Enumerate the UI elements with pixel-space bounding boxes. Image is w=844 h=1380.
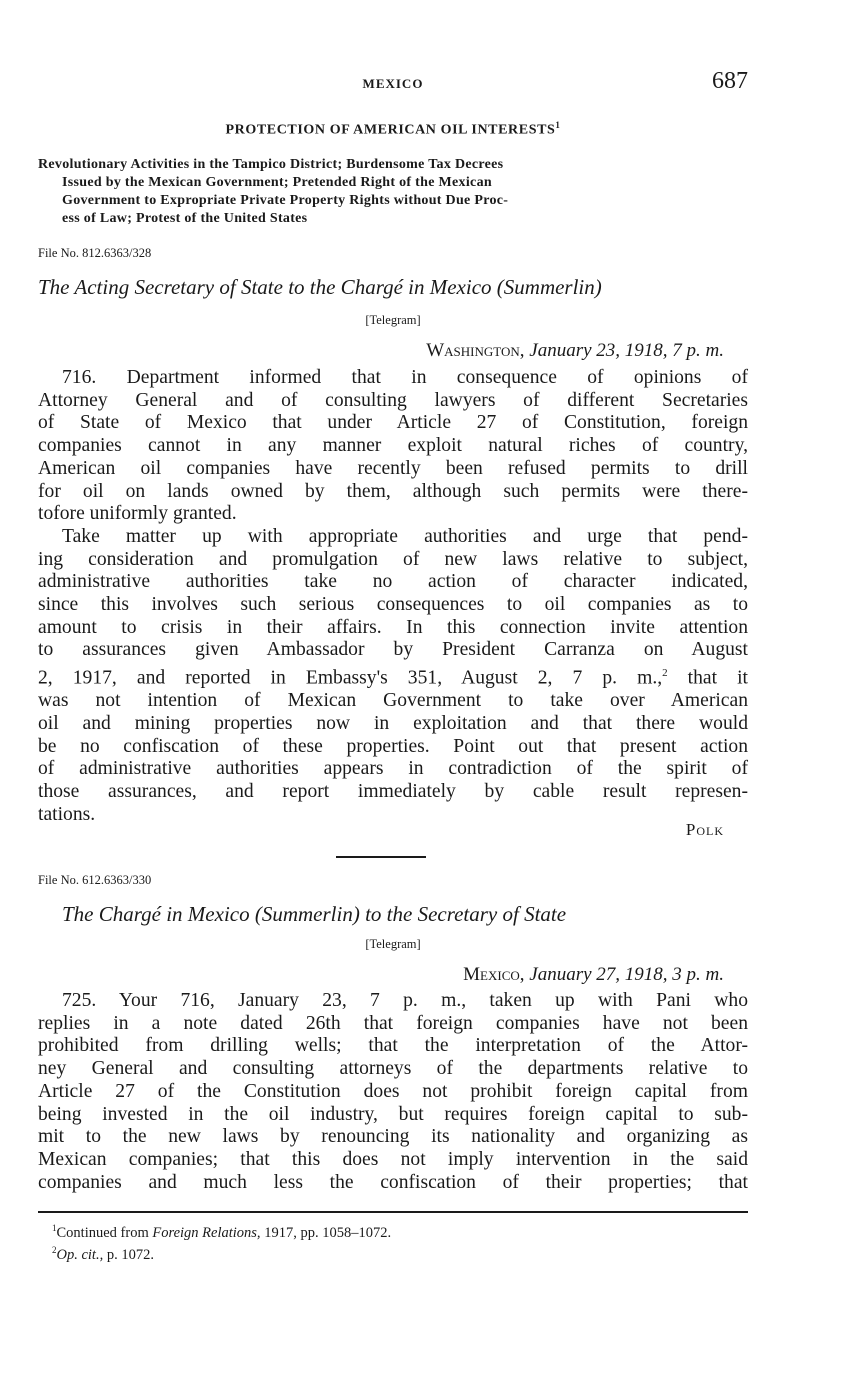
signature: Polk (685, 820, 724, 839)
body-line: American oil companies have recently been refused permits to drill (38, 457, 748, 479)
subtitle-line: Issued by the Mexican Government; Pretended Right of the Mexican (62, 175, 492, 190)
telegram-body (38, 367, 748, 827)
body-line: Attorney General and of consulting lawyers of different Secretaries (38, 389, 748, 411)
body-line: amount to crisis in their affairs. In this connection invite attention (38, 616, 748, 638)
body-line (38, 662, 748, 690)
footnote-rule (38, 1211, 748, 1213)
footnote-source: Foreign Relations, (152, 1224, 261, 1241)
body-line: those assurances, and report immediately by cable result represen- (38, 781, 748, 803)
body-line: mit to the new laws by renouncing its nationality and organizing as (38, 1126, 748, 1148)
document-title: The Acting Secretary of State to the Chargé in Mexico (Summerlin) (38, 275, 602, 299)
footnote-ref-2: 2 (662, 667, 668, 680)
dateline (426, 340, 724, 362)
body-line: Mexican companies; that this does not imply intervention in the said (38, 1148, 748, 1170)
page-number: 687 (712, 68, 748, 94)
dateline (463, 964, 724, 986)
subtitle-line: Revolutionary Activities in the Tampico District; Burdensome Tax Decrees (38, 157, 504, 172)
footnote-ref-1: 1 (555, 120, 561, 130)
section-subtitle (38, 156, 748, 228)
footnotes (52, 1220, 391, 1264)
file-number: File No. 612.6363/330 (38, 873, 152, 887)
body-line: companies and much less the confiscation of their properties; that (38, 1171, 748, 1193)
body-line: replies in a note dated 26th that foreign companies have not been (38, 1012, 748, 1034)
body-line: being invested in the oil industry, but requires foreign capital to sub- (38, 1103, 748, 1125)
body-line: Take matter up with appropriate authorities and urge that pend- (62, 525, 748, 547)
body-line: tofore uniformly granted. (38, 503, 237, 525)
dateline-date: January 27, 1918, 3 p. m. (529, 964, 724, 985)
body-line: Article 27 of the Constitution does not prohibit foreign capital from (38, 1080, 748, 1102)
body-line: administrative authorities take no action of character indicated, (38, 571, 748, 593)
body-line: to assurances given Ambassador by President Carranza on August (38, 639, 748, 661)
subtitle-line: ess of Law; Protest of the United States (62, 211, 308, 226)
running-head: MEXICO (362, 76, 424, 91)
telegram-body (38, 990, 748, 1194)
footnote-mark: 2 (52, 1244, 57, 1255)
telegram-label: [Telegram] (365, 313, 421, 327)
footnote-text: p. 1072. (103, 1246, 154, 1263)
footnote-text: Continued from (56, 1224, 153, 1241)
body-line: since this involves such serious consequences to oil companies as to (38, 594, 748, 616)
footnote-1 (52, 1220, 391, 1242)
body-line-tail: that it (667, 667, 748, 689)
body-line: of administrative authorities appears in contradiction of the spirit of (38, 758, 748, 780)
body-line: ing consideration and promulgation of new laws relative to subject, (38, 548, 748, 570)
section-divider (336, 856, 426, 858)
section-title-text: PROTECTION OF AMERICAN OIL INTERESTS (225, 122, 556, 138)
body-line: be no confiscation of these properties. Point out that present action (38, 735, 748, 757)
dateline-place: Washington, (426, 340, 525, 361)
body-line: for oil on lands owned by them, although such permits were there- (38, 480, 748, 502)
body-line: ney General and consulting attorneys of the departments relative to (38, 1058, 748, 1080)
body-line-text: 2, 1917, and reported in Embassy's 351, August 2, 7 p. m., (38, 667, 663, 689)
body-line: oil and mining properties now in exploitation and that there would (38, 713, 748, 735)
body-line: tations. (38, 803, 96, 825)
subtitle-line: Government to Expropriate Private Property Rights without Due Proc- (62, 193, 509, 208)
dateline-date: January 23, 1918, 7 p. m. (529, 340, 724, 361)
footnote-source: Op. cit., (56, 1246, 104, 1263)
file-number: File No. 812.6363/328 (38, 246, 152, 260)
body-line: of State of Mexico that under Article 27 of Constitution, foreign (38, 412, 748, 434)
footnote-text: 1917, pp. 1058–1072. (260, 1224, 392, 1241)
body-line: 725. Your 716, January 23, 7 p. m., taken up with Pani who (62, 990, 748, 1011)
telegram-label: [Telegram] (365, 937, 421, 951)
body-line: companies cannot in any manner exploit natural riches of country, (38, 435, 748, 457)
body-line: prohibited from drilling wells; that the interpretation of the Attor- (38, 1035, 748, 1057)
footnote-2 (52, 1242, 391, 1264)
body-line: 716. Department informed that in consequence of opinions of (62, 367, 748, 388)
dateline-place: Mexico, (463, 964, 525, 985)
body-line: was not intention of Mexican Government to take over American (38, 690, 748, 712)
section-title (38, 120, 748, 139)
document-title: The Chargé in Mexico (Summerlin) to the Secretary of State (62, 902, 567, 926)
page-header (38, 68, 748, 102)
footnote-mark: 1 (52, 1223, 57, 1233)
